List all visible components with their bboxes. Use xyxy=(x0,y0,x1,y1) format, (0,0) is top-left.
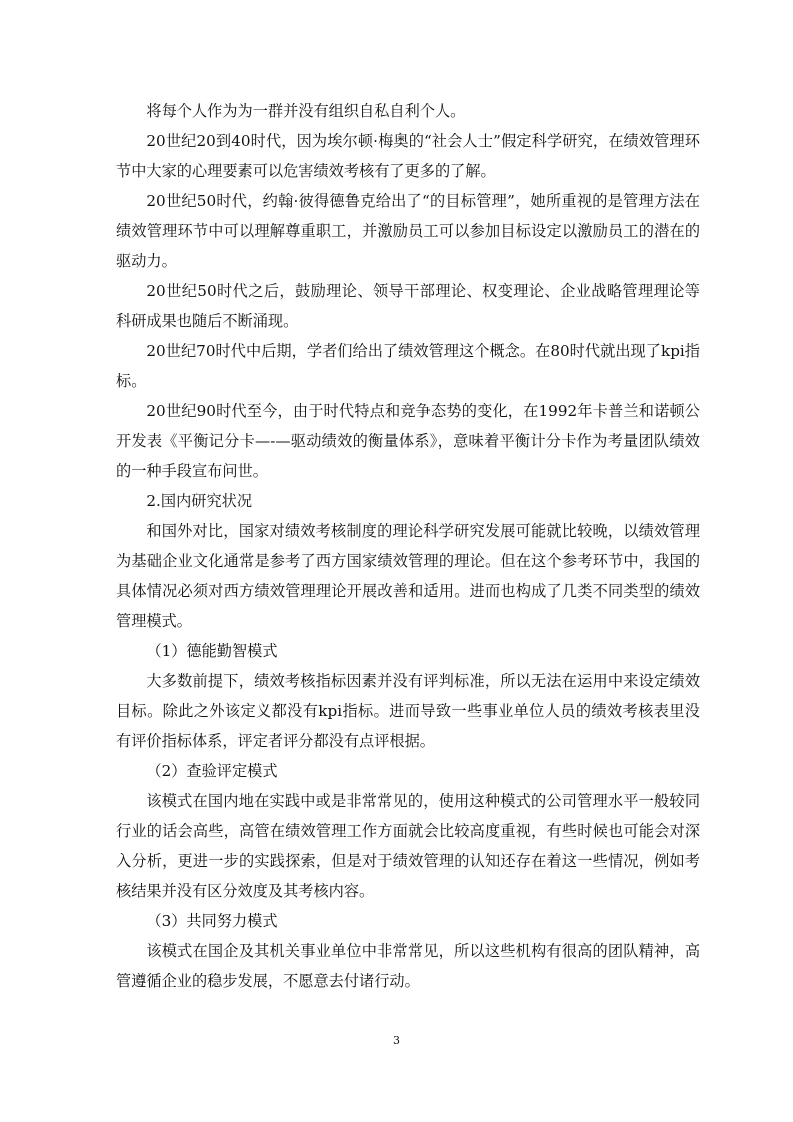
paragraph-1990s: 20世纪90时代至今，由于时代特点和竞争态势的变化，在1992年卡普兰和诺顿公开发表《平衡记分卡—-—驱动绩效的衡量体系》，意味着平衡计分卡作为考量团队绩效的一种手段宣布问世。 xyxy=(116,402,700,480)
paragraph-continuation: 将每个人作为为一群并没有组织自私自利个人。 xyxy=(146,102,466,120)
subheading-mode-3: （3）共同努力模式 xyxy=(146,912,278,930)
paragraph-mode-3: 该模式在国企及其机关事业单位中非常常见，所以这些机构有很高的团队精神，高管遵循企业的稳步发展，不愿意去付诸行动。 xyxy=(116,942,700,990)
paragraph-1920s-mayo: 20世纪20到40时代，因为埃尔顿·梅奥的“社会人士”假定科学研究，在绩效管理环节中大家的心理要素可以危害绩效考核有了更多的了解。 xyxy=(116,132,700,180)
body-text xyxy=(116,96,700,996)
paragraph-1970s: 20世纪70时代中后期，学者们给出了绩效管理这个概念。在80时代就出现了kpi指标。 xyxy=(116,342,700,390)
paragraph-post-1950s: 20世纪50时代之后，鼓励理论、领导干部理论、权变理论、企业战略管理理论等科研成果也随后不断涌现。 xyxy=(116,282,700,330)
paragraph-mode-1: 大多数前提下，绩效考核指标因素并没有评判标准，所以无法在运用中来设定绩效目标。除此之外该定义都没有kpi指标。进而导致一些事业单位人员的绩效考核表里没有评价指标体系，评定者评分都没有点评根据。 xyxy=(116,672,700,750)
paragraph-1950s-drucker: 20世纪50时代，约翰·彼得德鲁克给出了“的目标管理”，她所重视的是管理方法在绩效管理环节中可以理解尊重职工，并激励员工可以参加目标设定以激励员工的潜在的驱动力。 xyxy=(116,192,700,270)
subheading-mode-1: （1）德能勤智模式 xyxy=(146,642,278,660)
section-heading-domestic: 2.国内研究状况 xyxy=(146,492,253,510)
subheading-mode-2: （2）查验评定模式 xyxy=(146,762,278,780)
paragraph-mode-2: 该模式在国内地在实践中或是非常常见的，使用这种模式的公司管理水平一般较同行业的话会高些，高管在绩效管理工作方面就会比较高度重视，有些时候也可能会对深入分析，更进一步的实践探索，但是对于绩效管理的认知还存在着这一些情况，例如考核结果并没有区分效度及其考核内容。 xyxy=(116,792,700,900)
page-number: 3 xyxy=(393,1034,400,1047)
paragraph-domestic-overview: 和国外对比，国家对绩效考核制度的理论科学研究发展可能就比较晚，以绩效管理为基础企业文化通常是参考了西方国家绩效管理的理论。但在这个参考环节中，我国的具体情况必须对西方绩效管理理论开展改善和适用。进而也构成了几类不同类型的绩效管理模式。 xyxy=(116,522,700,630)
